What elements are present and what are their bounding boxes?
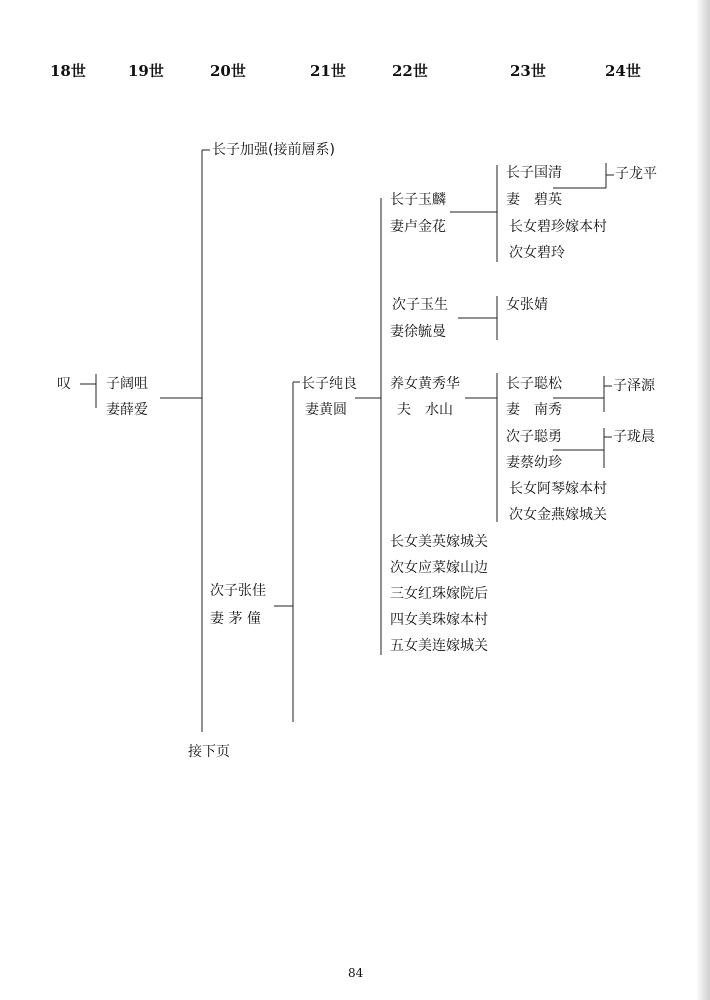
person-name: 子龙平	[615, 166, 657, 182]
spouse-name: 妻薛爱	[106, 402, 148, 418]
generation-header: 24世	[605, 62, 641, 80]
generation-header: 21世	[310, 62, 346, 80]
spouse-name: 妻徐毓曼	[390, 324, 446, 340]
daughter-entry: 女张婧	[506, 297, 548, 313]
person-name: 长子玉麟	[390, 192, 446, 208]
person-name: 子珑晨	[613, 429, 655, 445]
daughter-entry: 次女碧玲	[509, 245, 565, 261]
daughter-entry: 五女美连嫁城关	[390, 638, 488, 654]
person-name: 子泽源	[613, 378, 655, 394]
generation-header: 23世	[510, 62, 546, 80]
person-name: 长子加强(接前層系)	[212, 142, 335, 158]
scan-edge-shadow	[696, 0, 710, 1000]
daughter-entry: 三女红珠嫁院后	[390, 586, 488, 602]
person-name: 次子张佳	[210, 583, 266, 599]
person-name: 次子聪勇	[506, 429, 562, 445]
person-name: 长子纯良	[301, 376, 357, 392]
daughter-entry: 四女美珠嫁本村	[390, 612, 488, 628]
person-name: 叹	[57, 376, 71, 392]
person-name: 长子聪松	[506, 376, 562, 392]
person-name: 子阔咀	[106, 376, 148, 392]
spouse-name: 夫 水山	[397, 402, 453, 418]
page-number: 84	[348, 966, 364, 980]
daughter-entry: 长女阿琴嫁本村	[509, 481, 607, 497]
person-name: 长子国清	[506, 165, 562, 181]
daughter-entry: 长女碧珍嫁本村	[509, 219, 607, 235]
daughter-entry: 次女金燕嫁城关	[509, 507, 607, 523]
spouse-name: 妻 碧英	[506, 192, 562, 208]
spouse-name: 妻 南秀	[506, 402, 562, 418]
person-name: 养女黄秀华	[390, 376, 460, 392]
generation-header: 18世	[50, 62, 86, 80]
spouse-name: 妻蔡幼珍	[506, 455, 562, 471]
person-name: 次子玉生	[392, 297, 448, 313]
daughter-entry: 次女应菜嫁山边	[390, 560, 488, 576]
daughter-entry: 长女美英嫁城关	[390, 534, 488, 550]
spouse-name: 妻卢金花	[390, 219, 446, 235]
generation-header: 22世	[392, 62, 428, 80]
generation-header: 20世	[210, 62, 246, 80]
spouse-name: 妻 茅 僮	[210, 611, 261, 627]
continue-note: 接下页	[188, 744, 230, 760]
generation-header: 19世	[128, 62, 164, 80]
spouse-name: 妻黄圆	[305, 402, 347, 418]
